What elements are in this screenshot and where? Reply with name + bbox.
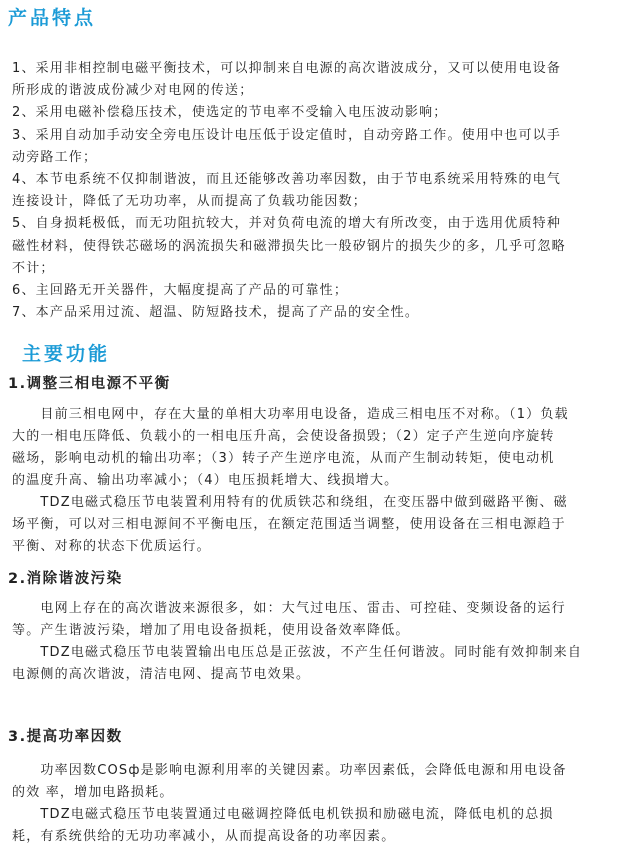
feature-line: 磁性材料，使得铁芯磁场的涡流损失和磁滞损失比一般矽钢片的损失少的多，几乎可忽略: [12, 238, 566, 254]
feature-line: 所形成的谐波成份减少对电网的传送；: [12, 83, 254, 99]
paragraph-power-factor: [12, 760, 614, 848]
paragraph-line: TDZ电磁式稳压节电装置利用特有的优质铁芯和绕组，在变压器中做到磁路平衡、磁: [12, 495, 568, 510]
paragraph-line: TDZ电磁式稳压节电装置通过电磁调控降低电机铁损和励磁电流，降低电机的总损: [12, 807, 554, 822]
feature-line: 不计；: [12, 260, 55, 276]
feature-line: 7、本产品采用过流、超温、防短路技术，提高了产品的安全性。: [12, 305, 420, 321]
feature-line: 6、主回路无开关器件，大幅度提高了产品的可靠性；: [12, 282, 349, 298]
paragraph-line: 目前三相电网中，存在大量的单相大功率用电设备，造成三相电压不对称。（1）负载: [12, 407, 569, 422]
paragraph-line: 大的一相电压降低、负载小的一相电压升高，会使设备损毁；（2）定子产生逆向序旋转: [12, 429, 555, 444]
feature-list: [12, 58, 614, 324]
paragraph-line: 电源侧的高次谐波，清洁电网、提高节电效果。: [12, 667, 311, 682]
feature-line: 1、采用非相控制电磁平衡技术，可以抑制来自电源的高次谐波成分，又可以使用电设备: [12, 61, 562, 76]
paragraph-line: 的效 率，增加电路损耗。: [12, 785, 174, 800]
paragraph-line: 磁场，影响电动机的输出功率；（3）转子产生逆序电流，从而产生制动转矩，使电动机: [12, 451, 555, 466]
section-title-functions: 主要功能: [22, 343, 111, 365]
feature-line: 3、采用自动加手动安全旁电压设计电压低于设定值时，自动旁路工作。使用中也可以手: [12, 127, 562, 143]
paragraph-line: TDZ电磁式稳压节电装置输出电压总是正弦波，不产生任何谐波。同时能有效抑制来自: [12, 645, 583, 660]
feature-line: 4、本节电系统不仅抑制谐波，而且还能够改善功率因数，由于节电系统采用特殊的电气: [12, 171, 562, 187]
paragraph-balance: [12, 404, 614, 558]
subheading-power-factor: 3.提高功率因数: [8, 729, 123, 745]
paragraph-line: 平衡、对称的状态下优质运行。: [12, 539, 211, 554]
paragraph-line: 耗，有系统供给的无功功率减小，从而提高设备的功率因素。: [12, 829, 396, 844]
paragraph-line: 的温度升高、输出功率减小；（4）电压损耗增大、线损增大。: [12, 473, 399, 488]
feature-line: 连接设计，降低了无功功率，从而提高了负载功能因数；: [12, 194, 368, 210]
subheading-balance: 1.调整三相电源不平衡: [8, 376, 171, 392]
paragraph-line: 场平衡，可以对三相电源间不平衡电压，在额定范围适当调整，使用设备在三相电源趋于: [12, 517, 566, 532]
section-title-features: 产品特点: [8, 7, 97, 29]
paragraph-line: 功率因数COSф是影响电源利用率的关键因素。功率因素低，会降低电源和用电设备: [12, 763, 567, 778]
feature-line: 动旁路工作；: [12, 149, 98, 165]
paragraph-line: 等。产生谐波污染，增加了用电设备损耗，使用设备效率降低。: [12, 623, 410, 638]
paragraph-line: 电网上存在的高次谐波来源很多，如：大气过电压、雷击、可控硅、变频设备的运行: [12, 601, 566, 616]
feature-line: 5、自身损耗极低，而无功阻抗较大，并对负荷电流的增大有所改变，由于选用优质特种: [12, 216, 562, 232]
subheading-harmonics: 2.消除谐波污染: [8, 571, 123, 587]
feature-line: 2、采用电磁补偿稳压技术，使选定的节电率不受输入电压波动影响；: [12, 105, 448, 121]
paragraph-harmonics: [12, 598, 614, 686]
